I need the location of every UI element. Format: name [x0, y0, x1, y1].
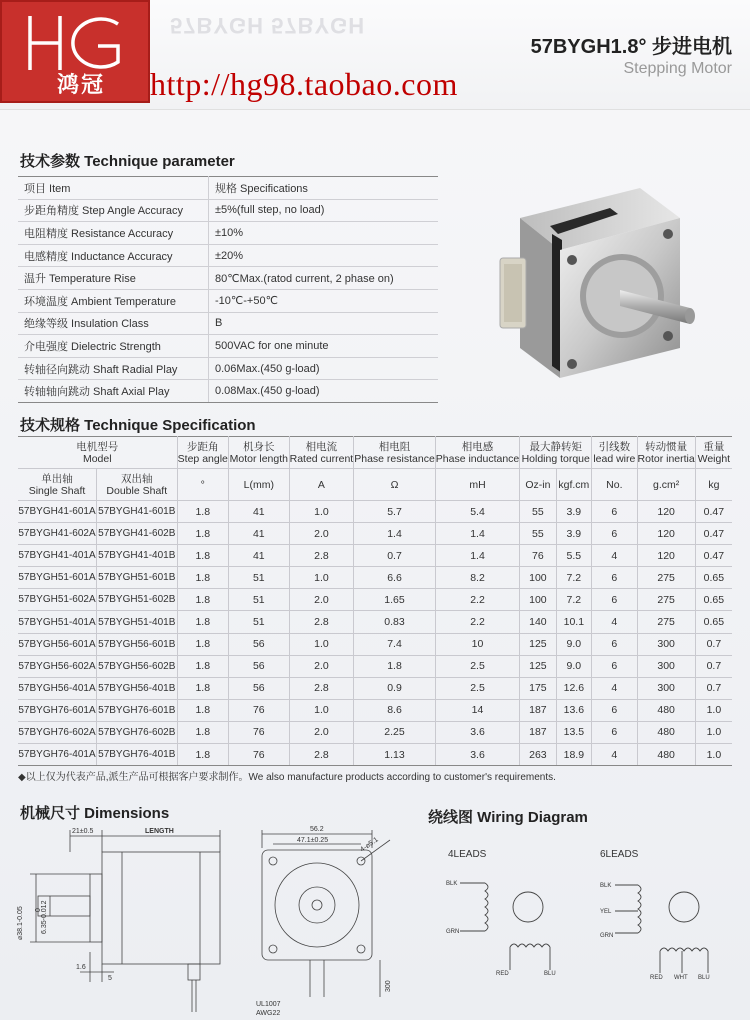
column-header [229, 437, 290, 469]
double-shaft-header [97, 469, 178, 501]
spec-cell: 125 [520, 633, 556, 655]
parameter-spec: 80℃Max.(ratod current, 2 phase on) [209, 267, 439, 290]
header-text: g.cm² [653, 478, 680, 491]
parameter-item: 项目 Item [18, 177, 209, 200]
header-text: 相电流 [305, 440, 338, 453]
spec-cell: 55 [520, 501, 556, 523]
header-text: 重量 [703, 440, 725, 453]
spec-cell: 2.5 [435, 655, 519, 677]
spec-cell: 6 [592, 523, 637, 545]
6lead-yel: YEL [600, 909, 612, 915]
spec-cell: 100 [520, 589, 556, 611]
dim-21-label: 21±0.5 [72, 828, 94, 835]
spec-cell: 6 [592, 655, 637, 677]
6lead-blk: BLK [600, 883, 612, 889]
column-header [695, 437, 732, 469]
spec-cell: 4 [592, 677, 637, 699]
spec-cell: 1.8 [177, 721, 228, 743]
header-text: Step angle [177, 452, 228, 465]
specification-table [18, 436, 732, 766]
model-cell: 57BYGH56-602B [97, 655, 178, 677]
spec-cell: 275 [637, 589, 695, 611]
spec-cell: 0.7 [695, 633, 732, 655]
spec-cell: 1.0 [289, 699, 354, 721]
header-text: 单出轴 [41, 472, 73, 485]
dim-5-label: 5 [108, 975, 112, 982]
model-cell: 57BYGH51-601A [18, 567, 97, 589]
header-text: 转动惯量 [645, 440, 688, 453]
dim-38-label: ⌀38.1-0.05 [17, 906, 24, 940]
header-text: Single Shaft [28, 484, 86, 497]
spec-cell: 56 [229, 633, 290, 655]
spec-cell: 1.8 [177, 699, 228, 721]
spec-cell: 10 [435, 633, 519, 655]
spec-cell: 480 [637, 699, 695, 721]
model-cell: 57BYGH76-602B [97, 721, 178, 743]
spec-cell: 55 [520, 523, 556, 545]
spec-cell: 4 [592, 744, 637, 766]
spec-cell: 1.4 [435, 545, 519, 567]
spec-cell: 6 [592, 589, 637, 611]
model-cell: 57BYGH56-602A [18, 655, 97, 677]
spec-cell: 187 [520, 721, 556, 743]
spec-cell: 3.6 [435, 744, 519, 766]
logo-hg-icon [20, 12, 130, 74]
spec-cell: 120 [637, 523, 695, 545]
spec-row [18, 744, 732, 766]
parameter-item: 介电强度 Dielectric Strength [18, 335, 209, 358]
spec-cell: 2.2 [435, 589, 519, 611]
spec-cell: 300 [637, 677, 695, 699]
spec-cell: 2.0 [289, 655, 354, 677]
spec-cell: 2.2 [435, 611, 519, 633]
spec-cell: 13.6 [556, 699, 592, 721]
parameter-spec: ±5%(full step, no load) [209, 199, 439, 222]
spec-row [18, 567, 732, 589]
spec-cell: 480 [637, 744, 695, 766]
spec-cell: 1.0 [695, 699, 732, 721]
spec-cell: 120 [637, 545, 695, 567]
specification-heading: 技术规格 Technique Specification [20, 417, 256, 434]
product-title: 57BYGH1.8° 步进电机 [530, 36, 732, 58]
spec-cell: 10.1 [556, 611, 592, 633]
spec-cell: 2.0 [289, 523, 354, 545]
spec-row [18, 611, 732, 633]
parameter-item: 电感精度 Inductance Accuracy [18, 244, 209, 267]
parameter-spec: 500VAC for one minute [209, 335, 439, 358]
column-header [520, 437, 592, 469]
model-cell: 57BYGH76-401B [97, 744, 178, 766]
spec-cell: 0.47 [695, 501, 732, 523]
spec-cell: 1.8 [177, 501, 228, 523]
spec-cell: 51 [229, 589, 290, 611]
spec-cell: 5.5 [556, 545, 592, 567]
model-cell: 57BYGH41-602B [97, 523, 178, 545]
parameter-header-row [18, 177, 438, 200]
dim-hole-label: 4-⌀5.1 [359, 836, 380, 854]
4lead-red: RED [496, 971, 509, 977]
column-header [435, 437, 519, 469]
header-text: Phase resistance [354, 452, 435, 465]
model-cell: 57BYGH51-602B [97, 589, 178, 611]
header-text: Phase inductance [435, 452, 520, 465]
header-text: Rated current [289, 452, 354, 465]
column-header [177, 437, 228, 469]
spec-row [18, 721, 732, 743]
spec-cell: 12.6 [556, 677, 592, 699]
model-cell: 57BYGH51-601B [97, 567, 178, 589]
parameter-row [18, 267, 438, 290]
header-text: 机身长 [243, 440, 275, 453]
spec-cell: 0.65 [695, 589, 732, 611]
spec-cell: 6 [592, 501, 637, 523]
model-cell: 57BYGH51-401B [97, 611, 178, 633]
spec-cell: 7.2 [556, 589, 592, 611]
column-header [354, 437, 436, 469]
unit-header [556, 469, 592, 501]
spec-row [18, 523, 732, 545]
parameter-row [18, 222, 438, 245]
spec-cell: 1.13 [354, 744, 436, 766]
spec-cell: 1.8 [177, 655, 228, 677]
spec-cell: 1.0 [289, 567, 354, 589]
spec-cell: 1.8 [177, 589, 228, 611]
spec-cell: 51 [229, 611, 290, 633]
dim-635-label: 6.35-0.012 [41, 900, 48, 934]
dim-16-label: 1.6 [76, 964, 86, 971]
model-cell: 57BYGH51-602A [18, 589, 97, 611]
brand-logo [0, 0, 150, 103]
4lead-blu: BLU [544, 971, 556, 977]
spec-cell: 100 [520, 567, 556, 589]
spec-cell: 1.8 [177, 744, 228, 766]
header-text: 相电阻 [378, 440, 411, 453]
spec-cell: 41 [229, 523, 290, 545]
parameter-row [18, 335, 438, 358]
spec-cell: 1.8 [177, 633, 228, 655]
spec-cell: 1.8 [177, 567, 228, 589]
model-cell: 57BYGH41-601B [97, 501, 178, 523]
model-cell: 57BYGH56-401A [18, 677, 97, 699]
spec-cell: 0.7 [695, 655, 732, 677]
wire-note-awg: AWG22 [256, 1010, 281, 1017]
spec-row [18, 699, 732, 721]
spec-row [18, 545, 732, 567]
spec-cell: 1.8 [177, 523, 228, 545]
model-header [18, 437, 177, 469]
spec-cell: 480 [637, 721, 695, 743]
unit-header [354, 469, 436, 501]
spec-cell: 2.8 [289, 677, 354, 699]
spec-cell: 8.6 [354, 699, 436, 721]
spec-cell: 0.65 [695, 611, 732, 633]
header-text: 引线数 [598, 440, 631, 453]
header-text: L(mm) [243, 478, 274, 491]
column-header [637, 437, 695, 469]
spec-cell: 187 [520, 699, 556, 721]
wiring-diagram [430, 835, 730, 1005]
spec-cell: 3.9 [556, 501, 592, 523]
parameter-row [18, 199, 438, 222]
spec-cell: 263 [520, 744, 556, 766]
spec-cell: 1.0 [695, 721, 732, 743]
spec-cell: 1.8 [354, 655, 436, 677]
spec-cell: 9.0 [556, 633, 592, 655]
header-text: A [317, 478, 325, 491]
column-header [289, 437, 354, 469]
four-leads-title: 4LEADS [448, 849, 487, 860]
dimensions-drawing [10, 822, 410, 1017]
dim-0-label: 0 [35, 908, 42, 912]
model-cell: 57BYGH41-401B [97, 545, 178, 567]
spec-cell: 2.8 [289, 611, 354, 633]
spec-cell: 18.9 [556, 744, 592, 766]
model-cell: 57BYGH56-401B [97, 677, 178, 699]
header-text: 双出轴 [121, 472, 153, 485]
column-header [592, 437, 637, 469]
spec-cell: 13.5 [556, 721, 592, 743]
spec-cell: 1.8 [177, 611, 228, 633]
parameter-item: 转轴径向跳动 Shaft Radial Play [18, 357, 209, 380]
spec-cell: 41 [229, 501, 290, 523]
six-leads-title: 6LEADS [600, 849, 639, 860]
spec-cell: 0.7 [695, 677, 732, 699]
header-text: kgf.cm [558, 478, 590, 491]
header-text: Rotor inertia [637, 452, 695, 465]
spec-cell: 120 [637, 501, 695, 523]
model-cell: 57BYGH76-401A [18, 744, 97, 766]
parameter-spec: 0.08Max.(450 g-load) [209, 380, 439, 403]
header-text: ° [200, 478, 205, 491]
parameter-spec: B [209, 312, 439, 335]
spec-cell: 0.65 [695, 567, 732, 589]
spec-cell: 175 [520, 677, 556, 699]
unit-header [229, 469, 290, 501]
length-label: LENGTH [145, 828, 174, 835]
header-text: mH [469, 478, 486, 491]
spec-cell: 0.9 [354, 677, 436, 699]
spec-cell: 300 [637, 655, 695, 677]
spec-cell: 0.83 [354, 611, 436, 633]
spec-cell: 76 [229, 744, 290, 766]
parameter-item: 环境温度 Ambient Temperature [18, 289, 209, 312]
model-cell: 57BYGH41-401A [18, 545, 97, 567]
spec-cell: 8.2 [435, 567, 519, 589]
parameter-item: 绝缘等级 Insulation Class [18, 312, 209, 335]
spec-cell: 6 [592, 699, 637, 721]
spec-cell: 56 [229, 677, 290, 699]
spec-cell: 41 [229, 545, 290, 567]
spec-cell: 7.2 [556, 567, 592, 589]
model-cell: 57BYGH56-601A [18, 633, 97, 655]
unit-header [435, 469, 519, 501]
spec-cell: 0.7 [354, 545, 436, 567]
parameter-row [18, 244, 438, 267]
dimensions-heading: 机械尺寸 Dimensions [20, 805, 170, 822]
6lead-blu: BLU [698, 975, 710, 981]
header-text: Ω [390, 478, 399, 491]
spec-cell: 1.4 [435, 523, 519, 545]
spec-cell: 1.8 [177, 545, 228, 567]
model-cell: 57BYGH76-601A [18, 699, 97, 721]
header-text: Weight [697, 452, 731, 465]
spec-cell: 6 [592, 721, 637, 743]
spec-cell: 9.0 [556, 655, 592, 677]
spec-cell: 51 [229, 567, 290, 589]
unit-header [592, 469, 637, 501]
wire-note-ul: UL1007 [256, 1001, 281, 1008]
wiring-heading: 绕线图 Wiring Diagram [428, 809, 588, 826]
parameter-table [18, 176, 438, 403]
parameter-row [18, 289, 438, 312]
parameter-heading: 技术参数 Technique parameter [20, 153, 235, 170]
dim-300-label: 300 [385, 980, 392, 992]
parameter-row [18, 357, 438, 380]
header-text: Model [82, 452, 112, 465]
parameter-row [18, 312, 438, 335]
footnote: ◆以上仅为代表产品,派生产品可根据客户要求制作。We also manufacture products according to customer's requirements. [18, 772, 556, 783]
header-text: 步距角 [187, 440, 219, 453]
spec-cell: 2.5 [435, 677, 519, 699]
spec-cell: 14 [435, 699, 519, 721]
dim-562-label: 56.2 [310, 826, 324, 833]
store-url[interactable]: http://hg98.taobao.com [150, 66, 458, 102]
spec-cell: 76 [229, 721, 290, 743]
spec-cell: 76 [520, 545, 556, 567]
single-shaft-header [18, 469, 97, 501]
header-text: lead wire [593, 452, 636, 465]
parameter-item: 步距角精度 Step Angle Accuracy [18, 199, 209, 222]
spec-cell: 0.47 [695, 545, 732, 567]
6lead-grn: GRN [600, 933, 614, 939]
spec-row [18, 589, 732, 611]
unit-header [637, 469, 695, 501]
spec-cell: 275 [637, 567, 695, 589]
spec-cell: 1.0 [289, 501, 354, 523]
spec-cell: 1.0 [289, 633, 354, 655]
parameter-spec: 0.06Max.(450 g-load) [209, 357, 439, 380]
spec-cell: 300 [637, 633, 695, 655]
header-text: 相电感 [461, 440, 494, 453]
header-text: Double Shaft [106, 484, 168, 497]
spec-cell: 2.0 [289, 721, 354, 743]
spec-cell: 0.47 [695, 523, 732, 545]
spec-cell: 5.7 [354, 501, 436, 523]
header-text: Holding torque [521, 452, 590, 465]
spec-row [18, 501, 732, 523]
spec-cell: 6 [592, 567, 637, 589]
spec-cell: 125 [520, 655, 556, 677]
spec-cell: 1.65 [354, 589, 436, 611]
4lead-grn: GRN [446, 929, 460, 935]
spec-cell: 2.0 [289, 589, 354, 611]
spec-cell: 1.0 [695, 744, 732, 766]
spec-row [18, 633, 732, 655]
spec-cell: 2.8 [289, 744, 354, 766]
header-text: Oz-in [525, 478, 551, 491]
spec-cell: 7.4 [354, 633, 436, 655]
parameter-row [18, 380, 438, 403]
spec-cell: 6 [592, 633, 637, 655]
unit-header [289, 469, 354, 501]
parameter-spec: 规格 Specifications [209, 177, 439, 200]
4lead-blk: BLK [446, 881, 458, 887]
unit-header [177, 469, 228, 501]
parameter-spec: ±10% [209, 222, 439, 245]
parameter-item: 电阻精度 Resistance Accuracy [18, 222, 209, 245]
unit-header [520, 469, 556, 501]
model-cell: 57BYGH51-401A [18, 611, 97, 633]
spec-cell: 76 [229, 699, 290, 721]
spec-cell: 4 [592, 611, 637, 633]
spec-cell: 275 [637, 611, 695, 633]
unit-header [695, 469, 732, 501]
header-text: Motor length [229, 452, 288, 465]
spec-cell: 3.9 [556, 523, 592, 545]
spec-row [18, 677, 732, 699]
spec-cell: 140 [520, 611, 556, 633]
spec-cell: 6.6 [354, 567, 436, 589]
6lead-red: RED [650, 975, 663, 981]
parameter-item: 温升 Temperature Rise [18, 267, 209, 290]
model-cell: 57BYGH56-601B [97, 633, 178, 655]
model-cell: 57BYGH41-601A [18, 501, 97, 523]
spec-cell: 2.25 [354, 721, 436, 743]
logo-chinese-text: 鸿冠 [57, 73, 106, 98]
header-text: 电机型号 [76, 440, 119, 453]
spec-cell: 56 [229, 655, 290, 677]
spec-cell: 3.6 [435, 721, 519, 743]
spec-cell: 1.8 [177, 677, 228, 699]
spec-cell: 2.8 [289, 545, 354, 567]
spec-cell: 1.4 [354, 523, 436, 545]
parameter-spec: -10℃-+50℃ [209, 289, 439, 312]
dim-471-label: 47.1±0.25 [297, 837, 329, 844]
header-text: kg [708, 478, 720, 491]
header-text: No. [606, 478, 623, 491]
model-cell: 57BYGH76-601B [97, 699, 178, 721]
mirrored-ghost-text: 57BYGH 57BYGH [170, 13, 366, 38]
model-cell: 57BYGH76-602A [18, 721, 97, 743]
parameter-spec: ±20% [209, 244, 439, 267]
6lead-wht: WHT [674, 975, 688, 981]
model-cell: 57BYGH41-602A [18, 523, 97, 545]
spec-row [18, 655, 732, 677]
spec-cell: 5.4 [435, 501, 519, 523]
parameter-item: 转轴轴向跳动 Shaft Axial Play [18, 380, 209, 403]
header-text: 最大静转矩 [529, 440, 582, 453]
product-subtitle: Stepping Motor [623, 60, 732, 77]
spec-cell: 4 [592, 545, 637, 567]
stepper-motor-photo [490, 178, 720, 408]
